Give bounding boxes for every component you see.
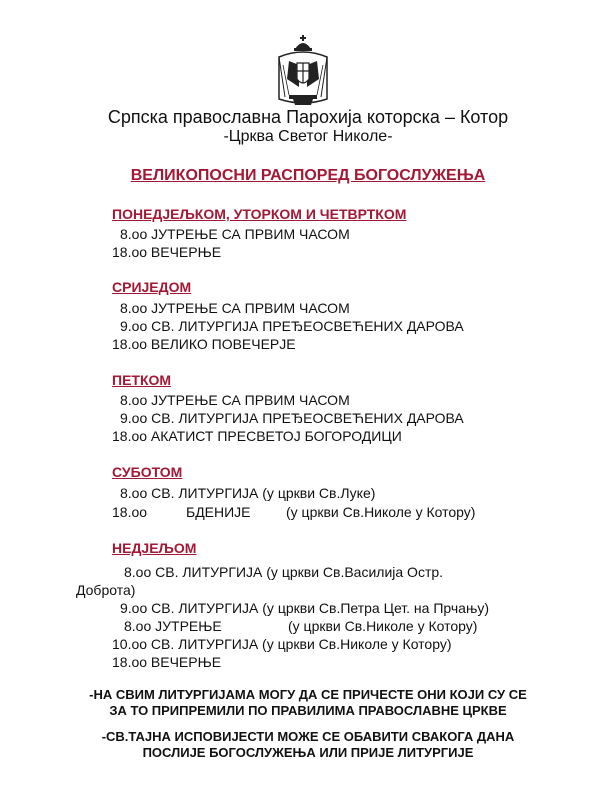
service-line: 10.oo СВ. ЛИТУРГИЈА (у цркви Св.Николе у Котору) [112,636,452,652]
day-heading-mon-tue-thu: ПОНЕДЈЕЉКОМ, УТОРКОМ И ЧЕТВРТКОМ [112,206,407,222]
service-time: 18.oo [112,504,148,520]
communion-note-line2: ЗА ТО ПРИПРЕМИЛИ ПО ПРАВИЛИМА ПРАВОСЛАВНЕ ЦРКВЕ [109,703,507,718]
service-line: 8.oo ЈУТРЕЊЕ СА ПРВИМ ЧАСОМ [120,226,350,242]
communion-note: -НА СВИМ ЛИТУРГИЈАМА МОГУ ДА СЕ ПРИЧЕСТЕ ОНИ КОЈИ СУ СЕ [89,687,527,702]
confession-note-line2: ПОСЛИЈЕ БОГОСЛУЖЕЊА ИЛИ ПРИЈЕ ЛИТУРГИЈЕ [142,745,474,760]
service-line: 18.oo ВЕЧЕРЊЕ [112,244,222,260]
day-heading-wednesday: СРИЈЕДОМ [112,279,192,295]
service-line: 9.oo СВ. ЛИТУРГИЈА ПРЕЂЕОСВЕЋЕНИХ ДАРОВА [120,410,464,426]
service-time-name: 8.oo ЈУТРЕЊЕ [124,618,222,634]
service-line: 8.oo СВ. ЛИТУРГИЈА (у цркви Св.Луке) [120,485,376,501]
service-line: 8.oo ЈУТРЕЊЕ СА ПРВИМ ЧАСОМ [120,392,350,408]
church-coat-of-arms-icon [275,35,331,107]
service-line: 8.oo СВ. ЛИТУРГИЈА (у цркви Св.Василија Остр. [124,564,444,580]
service-location: (у цркви Св.Николе у Котору) [288,618,478,634]
church-name: -Црква Светог Николе- [223,128,393,145]
service-line: 9.oo СВ. ЛИТУРГИЈА ПРЕЂЕОСВЕЋЕНИХ ДАРОВА [120,318,464,334]
service-line: 9.oo СВ. ЛИТУРГИЈА (у цркви Св.Петра Цет. на Прчању) [120,600,489,616]
schedule-title: ВЕЛИКОПОСНИ РАСПОРЕД БОГОСЛУЖЕЊА [130,167,486,184]
service-line-continued: Доброта) [76,582,136,598]
parish-name: Српска православна Парохија которска – Котор [107,107,509,127]
day-heading-friday: ПЕТКОМ [112,372,172,388]
service-line: 18.oo АКАТИСТ ПРЕСВЕТОЈ БОГОРОДИЦИ [112,428,402,444]
service-line: 8.oo ЈУТРЕЊЕ СА ПРВИМ ЧАСОМ [120,300,350,316]
service-line: 18.oo ВЕЛИКО ПОВЕЧЕРЈЕ [112,336,296,352]
day-heading-saturday: СУБОТОМ [112,464,183,480]
day-heading-sunday: НЕДЈЕЉОМ [112,540,197,556]
service-name: БДЕНИЈЕ [186,504,251,520]
service-line: 18.oo ВЕЧЕРЊЕ [112,654,222,670]
service-location: (у цркви Св.Николе у Котору) [286,504,476,520]
confession-note: -СВ.ТАЈНА ИСПОВИЈЕСТИ МОЖЕ СЕ ОБАВИТИ СВАКОГА ДАНА [101,729,515,744]
